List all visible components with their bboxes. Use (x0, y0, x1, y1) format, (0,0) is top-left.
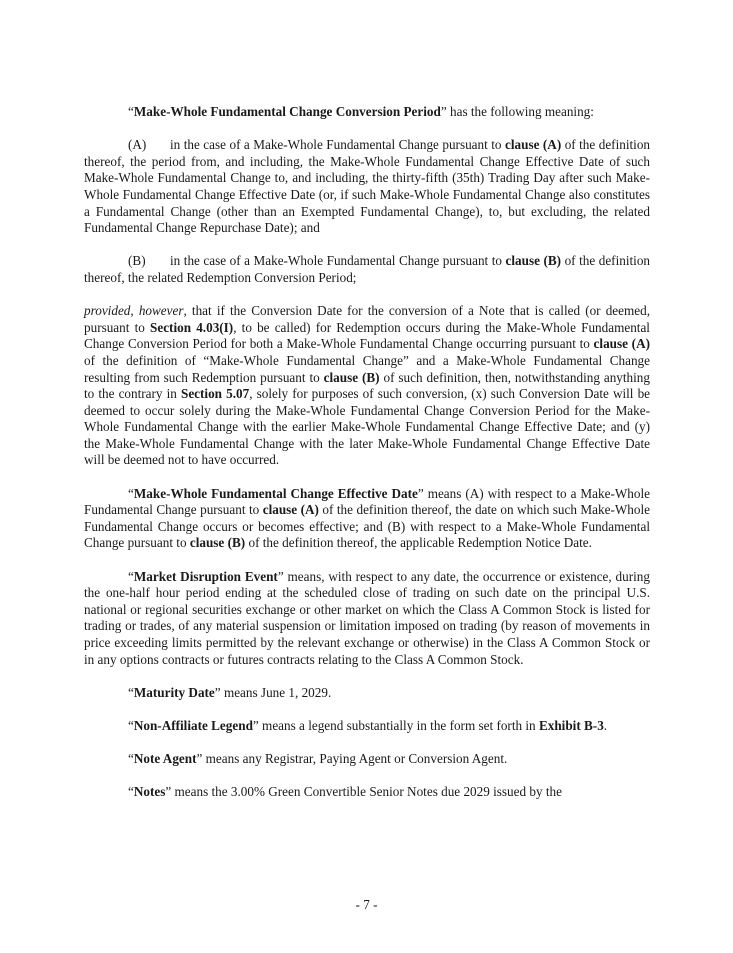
clause-text: of the definition thereof, the related Redemption Conversion Period; (84, 253, 651, 285)
quote-mark: “ (128, 568, 134, 584)
clause-reference: clause (A) (505, 137, 562, 153)
clause-reference: clause (A) (593, 336, 650, 352)
definition-text: ” means a legend substantially in the form set forth in (252, 717, 539, 733)
clause-number: (B) (128, 253, 146, 269)
definition-market-disruption (84, 569, 650, 669)
quote-mark: “ (128, 751, 134, 767)
definition-text: ” means (A) with respect to a Make-Whole Fundamental Change pursuant to (84, 485, 651, 518)
quote-mark: “ (128, 485, 134, 501)
quote-mark: “ (128, 717, 134, 733)
defined-term: Make-Whole Fundamental Change Effective Date (133, 485, 418, 501)
quote-mark: “ (128, 684, 134, 700)
proviso-text: of the definition of “Make-Whole Fundamental Change” and a Make-Whole Fundamental Change resulting from such Redemption pursuant to (84, 352, 650, 385)
definition-text: of the definition thereof, the date on which such Make-Whole Fundamental Change occurs or becomes effective; and (B) with respect to a Make-Whole Fundamental Change pursuant to (84, 502, 650, 551)
quote-mark: “ (128, 104, 134, 119)
clause-text: of the definition thereof, the period from, and including, the Make-Whole Fundamental Change Effective Date of such Make-Whole Fundamental Change to, and including, the thirty-fifth (35th) Trading Day after such Make-Whole Fundamental Change Effective Date (or, if such Make-Whole Fundamental Change also constitutes a Fundamental Change (other than an Exempted Fundamental Change), to, but excluding, the related Fundamental Change Repurchase Date); and (84, 137, 651, 236)
clause-reference: clause (B) (505, 253, 562, 269)
definition-text: of the definition thereof, the applicable Redemption Notice Date. (245, 535, 592, 551)
definition-text: ” has the following meaning: (440, 104, 594, 119)
definition-text: ” means, with respect to any date, the occurrence or existence, during the one-half hour period ending at the scheduled close of trading on such date on the principal U.S. national or regional securities exchange or other market on which the Class A Common Stock is listed for trading or trades, of any material suspension or limitation imposed on trading (by reason of movements in price exceeding limits permitted by the relevant exchange or otherwise) in the Class A Common Stock or in any options contracts or futures contracts relating to the Class A Common Stock. (84, 568, 650, 667)
clause-reference: clause (A) (262, 502, 319, 518)
clause-b-paragraph (84, 253, 650, 286)
section-reference: Section 5.07 (180, 386, 250, 402)
document-page (84, 104, 650, 801)
defined-term: Market Disruption Event (133, 568, 278, 584)
page-number: - 7 - (355, 897, 378, 912)
proviso-paragraph (84, 303, 650, 469)
clause-number: (A) (128, 137, 147, 153)
definition-text: ” means any Registrar, Paying Agent or Conversion Agent. (196, 751, 508, 767)
definition-effective-date (84, 486, 650, 552)
quote-mark: “ (128, 784, 134, 800)
defined-term: Non-Affiliate Legend (133, 717, 253, 733)
definition-conversion-period (84, 104, 650, 121)
definition-maturity-date (84, 685, 650, 702)
italic-text: provided (84, 303, 131, 319)
definition-note-agent (84, 751, 650, 768)
definition-text: ” means the 3.00% Green Convertible Senior Notes due 2029 issued by the (165, 784, 562, 800)
proviso-text: , that if the Conversion Date for the conversion of a Note that is called (or deemed, pursuant to (84, 303, 650, 335)
exhibit-reference: Exhibit B-3 (538, 717, 604, 733)
defined-term: Maturity Date (133, 684, 215, 700)
punctuation: . (603, 717, 608, 733)
clause-text: in the case of a Make-Whole Fundamental Change pursuant to (170, 253, 506, 269)
italic-text: however (138, 303, 184, 319)
clause-a-paragraph (84, 137, 650, 237)
proviso-text: , to be called) for Redemption occurs during the Make-Whole Fundamental Change Conversion Period for both a Make-Whole Fundamental Change occurring pursuant to (84, 319, 650, 352)
punctuation: , (130, 303, 139, 319)
definition-non-affiliate-legend (84, 718, 650, 735)
section-reference: Section 4.03(I) (150, 319, 234, 335)
definition-notes (84, 784, 650, 801)
definition-text: ” means June 1, 2029. (214, 684, 332, 700)
clause-reference: clause (B) (323, 369, 380, 385)
proviso-text: , solely for purposes of such conversion, (x) such Conversion Date will be deemed to occur solely during the Make-Whole Fundamental Change Conversion Period for the Make-Whole Fundamental Change with the earlier Make-Whole Fundamental Change Effective Date; and (y) the Make-Whole Fundamental Change with the later Make-Whole Fundamental Change Effective Date will be deemed not to have occurred. (84, 386, 651, 468)
clause-reference: clause (B) (189, 535, 246, 551)
clause-text: in the case of a Make-Whole Fundamental Change pursuant to (170, 137, 505, 153)
defined-term: Make-Whole Fundamental Change Conversion Period (133, 104, 441, 119)
proviso-text: of such definition, then, notwithstanding anything to the contrary in (84, 369, 650, 402)
defined-term: Notes (133, 784, 166, 800)
defined-term: Note Agent (133, 751, 197, 767)
